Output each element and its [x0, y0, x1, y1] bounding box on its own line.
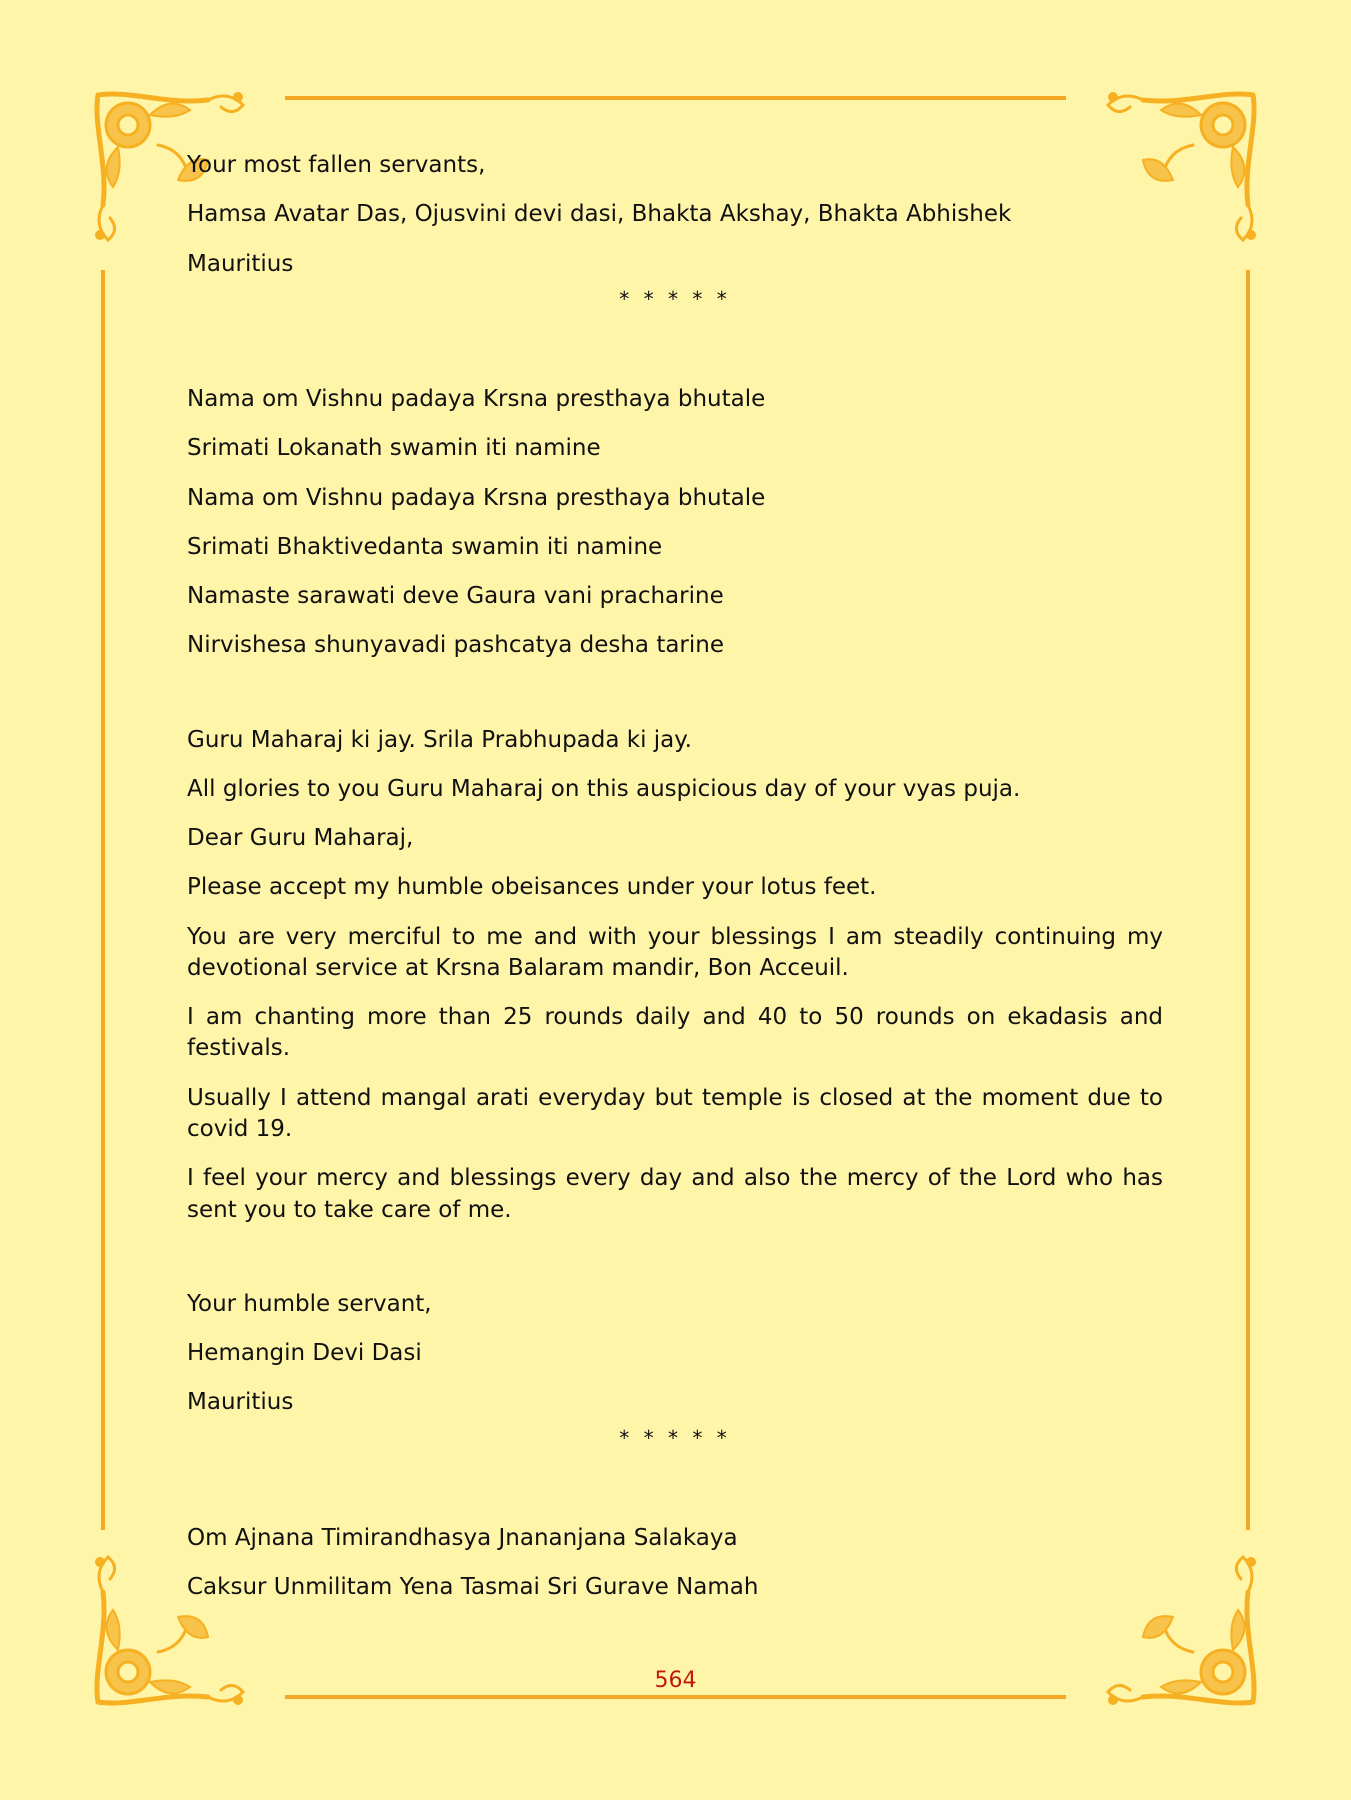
- prayer-line: Namaste sarawati deve Gaura vani pracharine: [187, 583, 724, 610]
- prayer-line: Nama om Vishnu padaya Krsna presthaya bhutale: [187, 385, 766, 412]
- prayer-line: Nama om Vishnu padaya Krsna presthaya bhutale: [187, 484, 766, 511]
- letter-content: [187, 150, 1163, 1621]
- letter-paragraph: Usually I attend mangal arati everyday but temple is closed at the moment due to covid 19.: [187, 1084, 1163, 1142]
- letter-paragraph: Please accept my humble obeisances under your lotus feet.: [187, 874, 877, 901]
- letter-paragraph: I am chanting more than 25 rounds daily and 40 to 50 rounds on ekadasis and festivals.: [187, 1004, 1163, 1062]
- prayer-line: Srimati Bhaktivedanta swamin iti namine: [187, 533, 663, 560]
- closing-line: Your humble servant,: [187, 1290, 432, 1317]
- letter-paragraph: All glories to you Guru Maharaj on this auspicious day of your vyas puja.: [187, 775, 1021, 802]
- section-separator: * * * * *: [619, 1425, 731, 1450]
- letter-paragraph: Guru Maharaj ki jay. Srila Prabhupada ki jay.: [187, 726, 692, 753]
- salutation: Dear Guru Maharaj,: [187, 825, 414, 852]
- closing-line: Your most fallen servants,: [187, 152, 486, 178]
- location: Mauritius: [187, 1389, 294, 1416]
- prayer-line: Nirvishesa shunyavadi pashcatya desha tarine: [187, 632, 725, 659]
- prayer-line: Srimati Lokanath swamin iti namine: [187, 435, 601, 462]
- letter-paragraph: You are very merciful to me and with your blessings I am steadily continuing my devotional service at Krsna Balaram mandir, Bon Acceuil.: [187, 923, 1163, 981]
- location: Mauritius: [187, 250, 294, 277]
- signatory-name: Hemangin Devi Dasi: [187, 1340, 422, 1367]
- page-number: 564: [654, 1668, 697, 1693]
- signatory-names: Hamsa Avatar Das, Ojusvini devi dasi, Bhakta Akshay, Bhakta Abhishek: [187, 201, 1012, 228]
- prayer-line: Om Ajnana Timirandhasya Jnananjana Salakaya: [187, 1524, 738, 1551]
- section-separator: * * * * *: [619, 286, 731, 311]
- prayer-line: Caksur Unmilitam Yena Tasmai Sri Gurave Namah: [187, 1574, 759, 1601]
- letter-paragraph: I feel your mercy and blessings every day and also the mercy of the Lord who has sent you to take care of me.: [187, 1165, 1163, 1223]
